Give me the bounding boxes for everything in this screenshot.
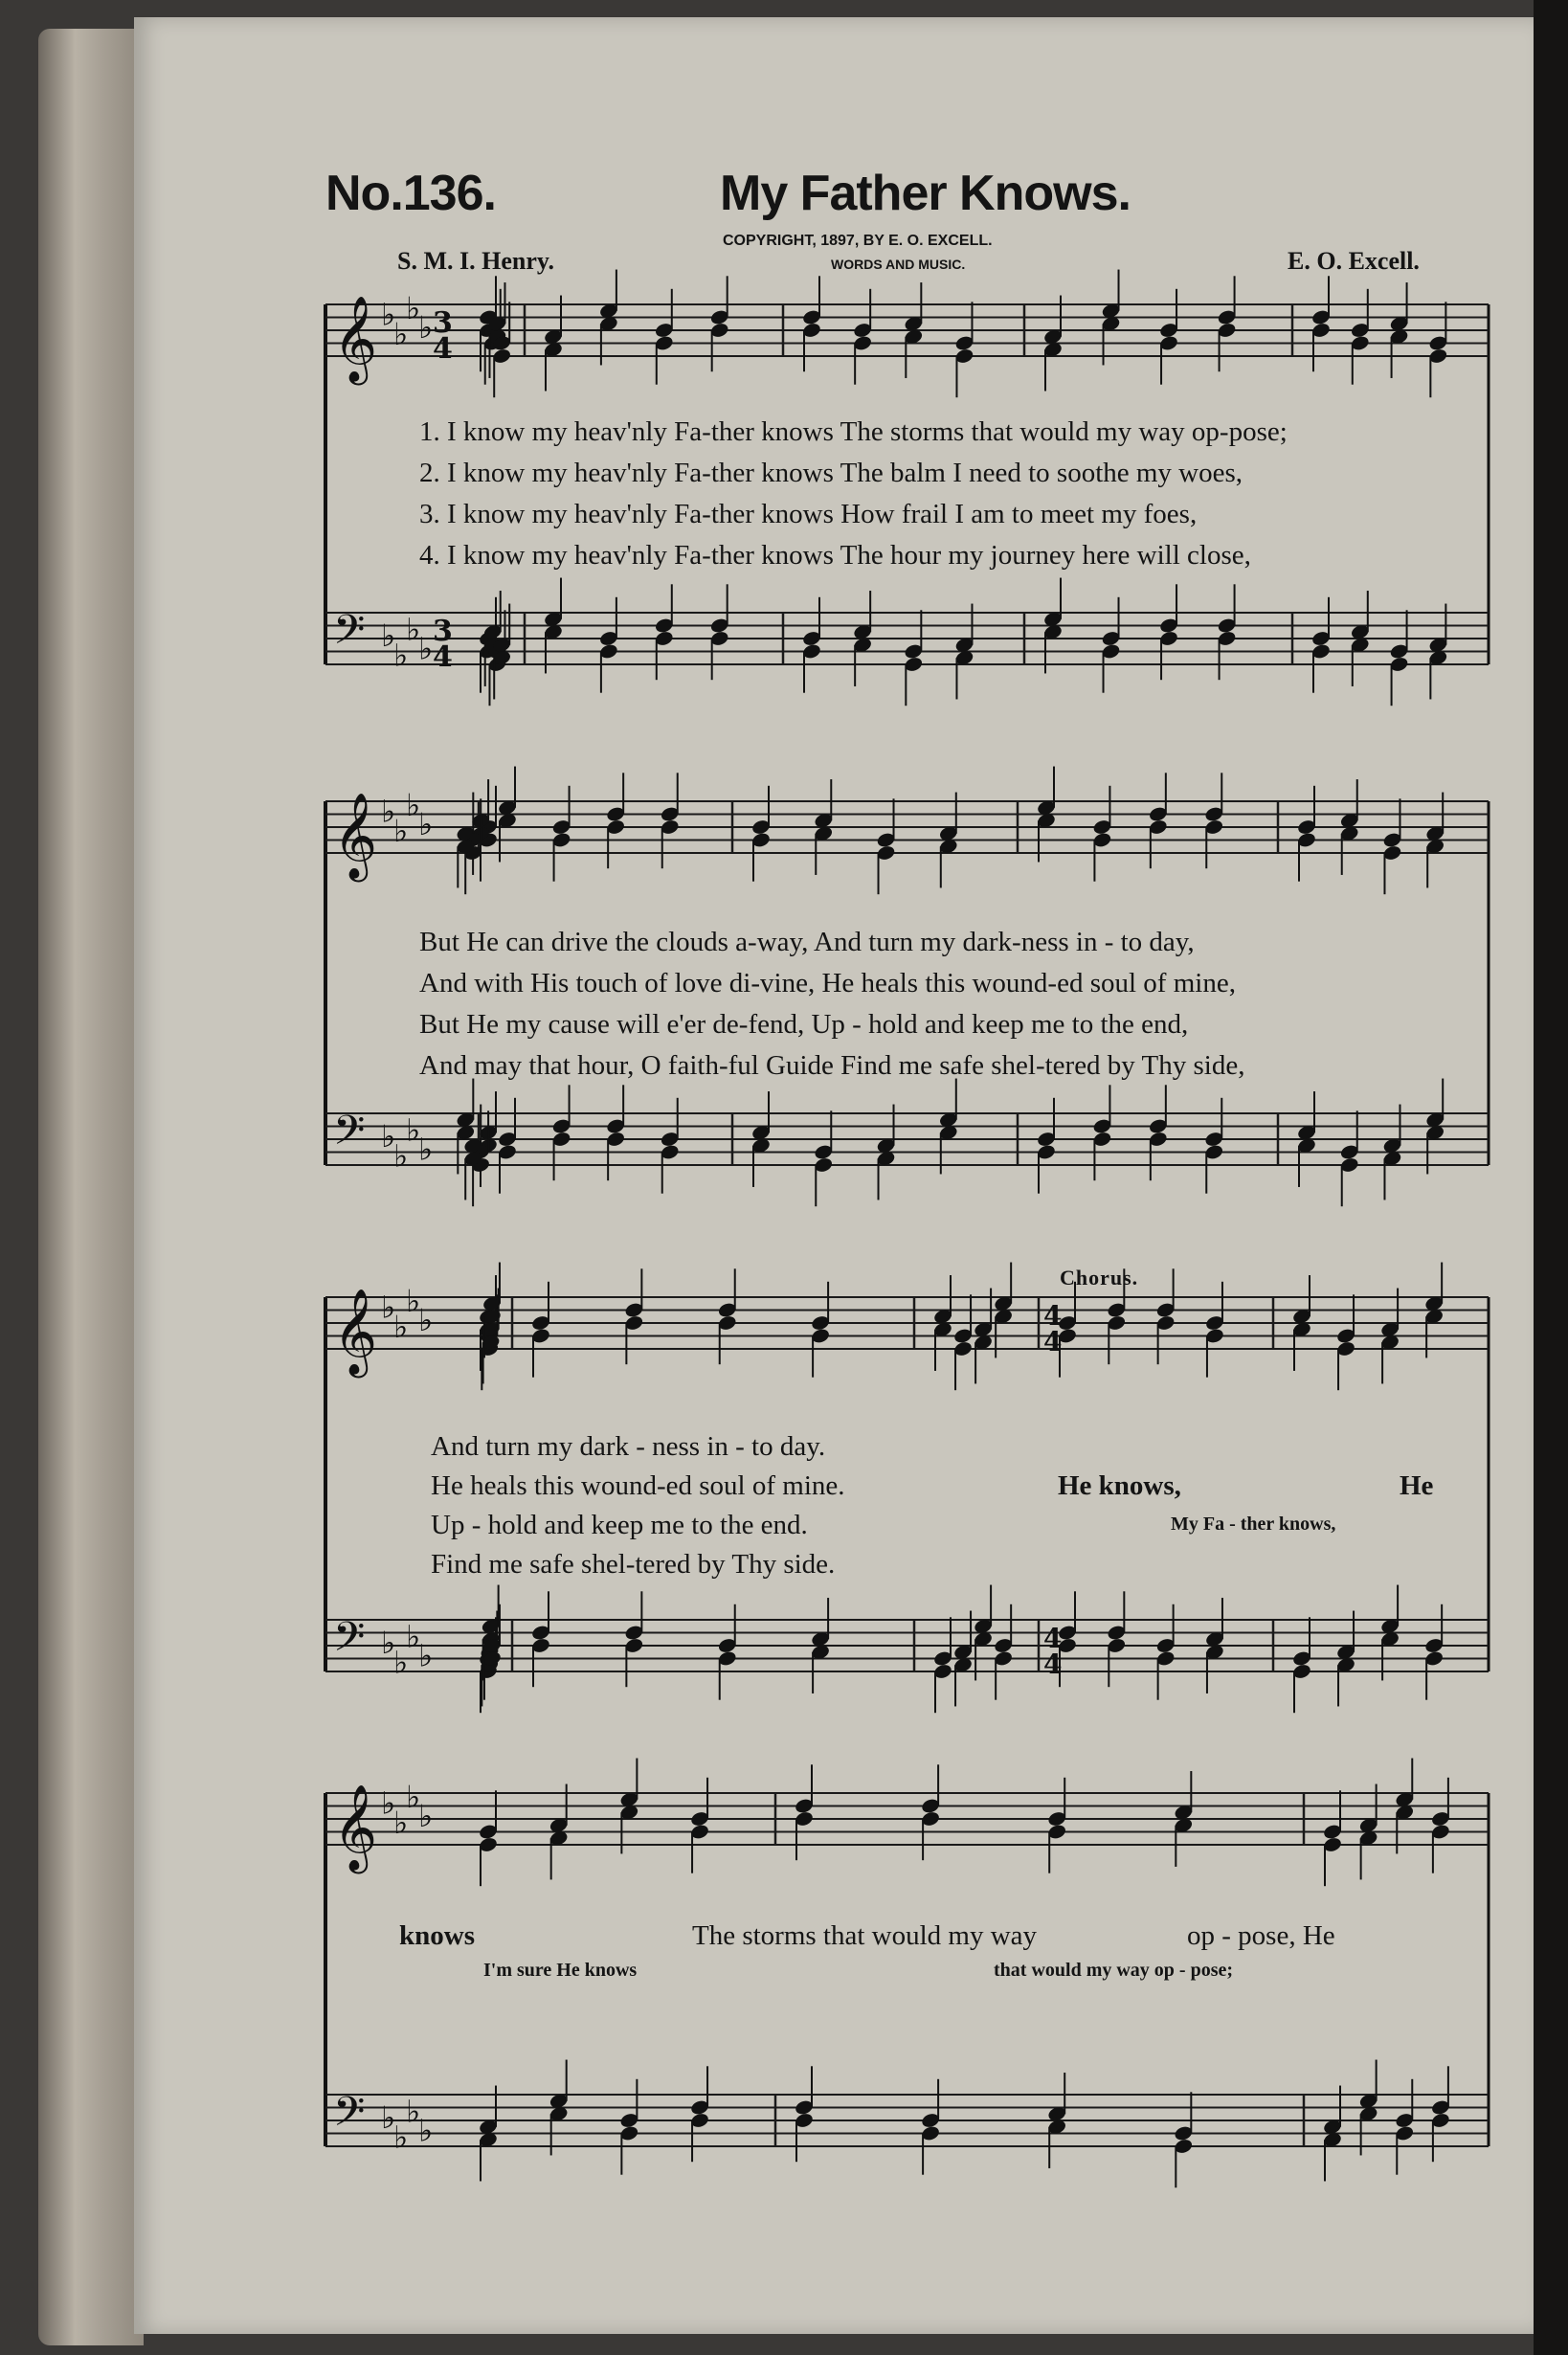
copyright-scope: WORDS AND MUSIC.: [831, 257, 966, 272]
flat-sign: ♭: [418, 806, 434, 842]
time-signature-top: 4: [1043, 1300, 1063, 1332]
flat-sign: ♭: [406, 1282, 421, 1319]
chorus-alto-lyric: I'm sure He knows: [483, 1960, 638, 1981]
flat-sign: ♭: [393, 1804, 409, 1841]
flat-sign: ♭: [418, 1798, 434, 1834]
chorus-alto-lyric: that would my way op - pose;: [994, 1960, 1234, 1981]
treble-clef: 𝄞: [333, 1289, 378, 1375]
bass-clef: 𝄢: [333, 1613, 366, 1671]
flat-sign: ♭: [393, 315, 409, 352]
chorus-alto-lyric: My Fa - ther knows,: [1171, 1514, 1336, 1535]
bass-clef: 𝄢: [333, 2088, 366, 2146]
flat-sign: ♭: [418, 630, 434, 667]
flat-sign: ♭: [406, 2093, 421, 2130]
verse-line-2: And with His touch of love di-vine, He heals this wound-ed soul of mine,: [419, 968, 1236, 998]
flat-sign: ♭: [393, 1644, 409, 1681]
flat-sign: ♭: [381, 1784, 396, 1822]
flat-sign: ♭: [418, 1637, 434, 1674]
composer-credit: E. O. Excell.: [1288, 247, 1420, 275]
flat-sign: ♭: [393, 2119, 409, 2156]
verse-line-1: And turn my dark - ness in - to day.: [431, 1431, 826, 1462]
treble-clef: 𝄞: [333, 296, 378, 382]
flat-sign: ♭: [381, 1118, 396, 1155]
flat-sign: ♭: [418, 1302, 434, 1338]
hymn-number: No.136.: [325, 166, 496, 221]
flat-sign: ♭: [418, 309, 434, 346]
time-signature-bottom: 4: [433, 640, 453, 674]
bass-clef: 𝄢: [333, 1107, 366, 1165]
treble-clef: 𝄞: [333, 793, 378, 879]
flat-sign: ♭: [393, 1308, 409, 1345]
verse-line-2: He heals this wound-ed soul of mine.: [431, 1470, 845, 1501]
verse-line-4: And may that hour, O faith-ful Guide Find me safe shel-tered by Thy side,: [419, 1050, 1245, 1081]
flat-sign: ♭: [381, 2099, 396, 2136]
hymn-title: My Father Knows.: [720, 166, 1131, 221]
verse-line-3: But He my cause will e'er de-fend, Up - hold and keep me to the end,: [419, 1009, 1189, 1040]
verse-line-2: 2. I know my heav'nly Fa-ther knows The balm I need to soothe my woes,: [419, 458, 1243, 488]
flat-sign: ♭: [393, 637, 409, 674]
verse-line-4: 4. I know my heav'nly Fa-ther knows The hour my journey here will close,: [419, 540, 1251, 571]
time-signature-top: 3: [433, 306, 453, 340]
flat-sign: ♭: [393, 1137, 409, 1175]
flat-sign: ♭: [406, 1778, 421, 1815]
bass-clef: 𝄢: [333, 606, 366, 664]
chorus-lyric: op - pose, He: [1187, 1920, 1335, 1951]
time-signature-bottom: 4: [1043, 1326, 1063, 1357]
flat-sign: ♭: [406, 611, 421, 648]
time-signature-bottom: 4: [433, 332, 453, 366]
flat-sign: ♭: [381, 793, 396, 830]
chorus-label: Chorus.: [1060, 1266, 1139, 1290]
verse-line-1: But He can drive the clouds a-way, And turn my dark-ness in - to day,: [419, 927, 1195, 957]
verse-line-3: 3. I know my heav'nly Fa-ther knows How frail I am to meet my foes,: [419, 499, 1198, 529]
verse-line-4: Find me safe shel-tered by Thy side.: [431, 1549, 836, 1580]
chorus-lyric: The storms that would my way: [692, 1920, 1038, 1951]
treble-clef: 𝄞: [333, 1784, 378, 1871]
time-signature-top: 4: [1043, 1623, 1063, 1654]
lyricist-credit: S. M. I. Henry.: [397, 247, 554, 275]
verse-line-3: Up - hold and keep me to the end.: [431, 1510, 808, 1540]
time-signature-top: 3: [433, 615, 453, 648]
flat-sign: ♭: [381, 296, 396, 333]
chorus-lyric: He: [1400, 1470, 1434, 1501]
chorus-lyric: He knows,: [1058, 1470, 1181, 1501]
chorus-lyric: knows: [399, 1920, 475, 1951]
flat-sign: ♭: [381, 1625, 396, 1661]
flat-sign: ♭: [418, 1131, 434, 1168]
flat-sign: ♭: [381, 617, 396, 654]
flat-sign: ♭: [406, 289, 421, 326]
flat-sign: ♭: [381, 1289, 396, 1326]
flat-sign: ♭: [418, 2112, 434, 2149]
copyright-notice: COPYRIGHT, 1897, BY E. O. EXCELL.: [723, 233, 993, 249]
flat-sign: ♭: [406, 1618, 421, 1655]
flat-sign: ♭: [393, 812, 409, 849]
flat-sign: ♭: [406, 1111, 421, 1149]
flat-sign: ♭: [406, 786, 421, 823]
time-signature-bottom: 4: [1043, 1648, 1063, 1680]
verse-line-1: 1. I know my heav'nly Fa-ther knows The storms that would my way op-pose;: [419, 416, 1288, 447]
